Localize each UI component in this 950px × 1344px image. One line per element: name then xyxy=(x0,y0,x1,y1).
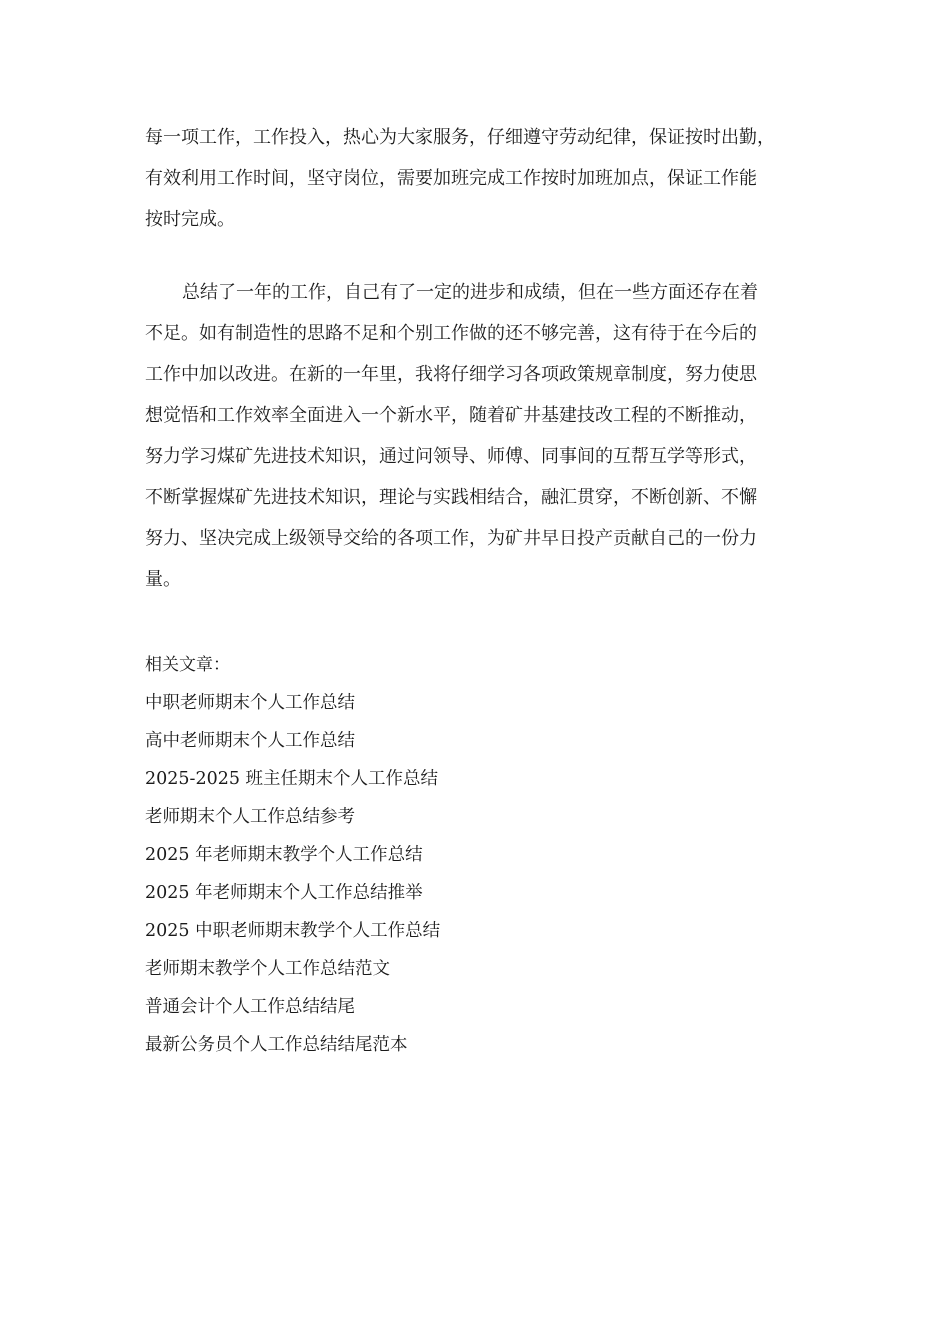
related-article-link[interactable]: 最新公务员个人工作总结结尾范本 xyxy=(145,1035,408,1055)
paragraph-line: 每一项工作，工作投入，热心为大家服务，仔细遵守劳动纪律，保证按时出勤， xyxy=(145,127,775,148)
related-article-link[interactable]: 2025 中职老师期末教学个人工作总结 xyxy=(145,921,441,941)
paragraph-line: 量。 xyxy=(145,569,181,590)
related-articles xyxy=(145,646,810,1064)
paragraph-1 xyxy=(145,117,810,240)
paragraph-line: 想觉悟和工作效率全面进入一个新水平，随着矿井基建技改工程的不断推动， xyxy=(145,405,757,426)
paragraph-line: 有效利用工作时间，坚守岗位，需要加班完成工作按时加班加点，保证工作能 xyxy=(145,168,757,189)
related-articles-heading: 相关文章： xyxy=(145,655,230,675)
related-article-link[interactable]: 2025 年老师期末教学个人工作总结 xyxy=(145,845,423,865)
paragraph-line: 总结了一年的工作，自己有了一定的进步和成绩，但在一些方面还存在着 xyxy=(182,282,758,303)
related-article-link[interactable]: 中职老师期末个人工作总结 xyxy=(145,693,355,713)
paragraph-line: 不断掌握煤矿先进技术知识，理论与实践相结合，融汇贯穿，不断创新、不懈 xyxy=(145,487,757,508)
related-article-link[interactable]: 普通会计个人工作总结结尾 xyxy=(145,997,355,1017)
related-article-link[interactable]: 2025-2025 班主任期末个人工作总结 xyxy=(145,769,439,789)
paragraph-line: 按时完成。 xyxy=(145,209,235,230)
paragraph-line: 努力学习煤矿先进技术知识，通过问领导、师傅、同事间的互帮互学等形式， xyxy=(145,446,757,467)
related-article-link[interactable]: 老师期末个人工作总结参考 xyxy=(145,807,355,827)
paragraph-line: 工作中加以改进。在新的一年里，我将仔细学习各项政策规章制度，努力使思 xyxy=(145,364,757,385)
paragraph-line: 努力、坚决完成上级领导交给的各项工作，为矿井早日投产贡献自己的一份力 xyxy=(145,528,757,549)
related-article-link[interactable]: 老师期末教学个人工作总结范文 xyxy=(145,959,390,979)
paragraph-line: 不足。如有制造性的思路不足和个别工作做的还不够完善，这有待于在今后的 xyxy=(145,323,757,344)
related-article-link[interactable]: 2025 年老师期末个人工作总结推举 xyxy=(145,883,423,903)
related-article-link[interactable]: 高中老师期末个人工作总结 xyxy=(145,731,355,751)
paragraph-2 xyxy=(145,272,810,600)
